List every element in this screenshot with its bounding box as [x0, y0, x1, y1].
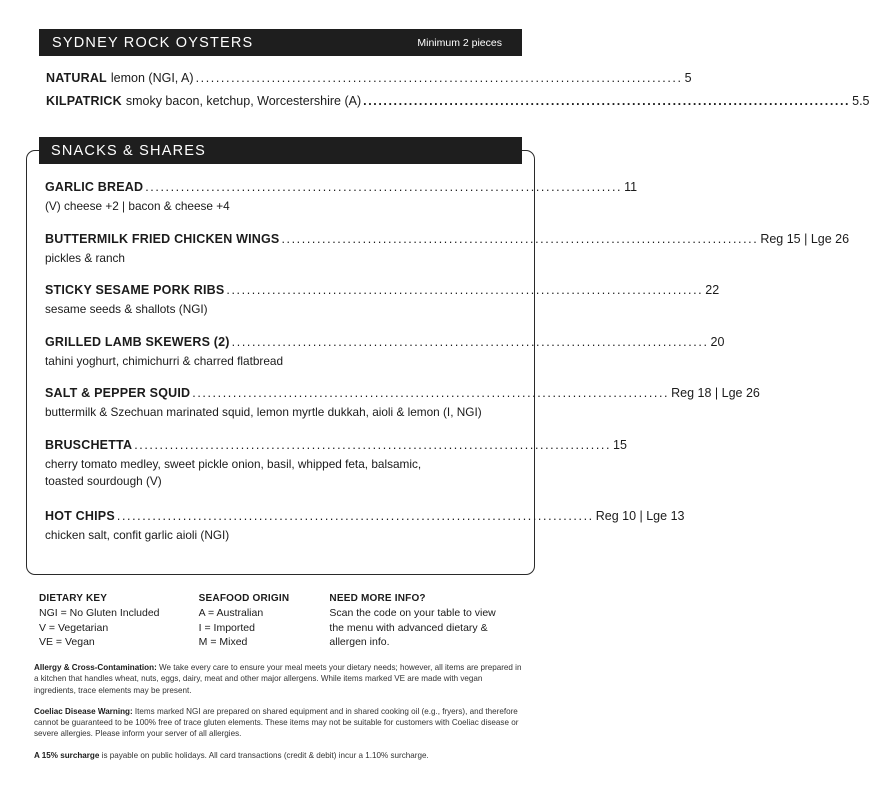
surcharge-text: is payable on public holidays. All card transactions (credit & debit) incur a 1.10% surcharge. — [101, 750, 429, 760]
menu-item-lamb-skewers — [45, 334, 725, 387]
item-description-line-2: toasted sourdough (V) — [45, 474, 162, 488]
more-info-line: allergen info. — [329, 636, 390, 648]
menu-item-natural — [46, 71, 692, 94]
item-description: pickles & ranch — [45, 250, 125, 265]
oysters-title: SYDNEY ROCK OYSTERS — [52, 34, 254, 51]
dot-leader: .............................................................................................. — [281, 231, 759, 246]
item-description: tahini yoghurt, chimichurri & charred flatbread — [45, 353, 284, 368]
surcharge-label: A 15% surcharge — [34, 750, 100, 760]
allergy-note — [34, 662, 524, 696]
dietary-key-heading: DIETARY KEY — [39, 593, 108, 604]
item-name: GARLIC BREAD — [45, 180, 144, 194]
more-info-heading: NEED MORE INFO? — [329, 593, 426, 604]
seafood-origin-key — [199, 593, 330, 650]
surcharge-note — [34, 750, 524, 761]
coeliac-text: Items marked NGI are prepared on shared equipment and in shared cooking oil (e.g., fryers), and therefore cannot be guaranteed to be 100% free of trace gluten elements. These items may not be suitable for customers with Coeliac disease or severe allergies. Please inform your server of all allergies. — [34, 706, 519, 739]
legend-footer — [39, 593, 529, 650]
snacks-header-bar — [39, 137, 522, 164]
dietary-key-item: VE = Vegan — [39, 636, 95, 648]
item-name: GRILLED LAMB SKEWERS (2) — [45, 334, 230, 349]
dietary-key — [39, 593, 199, 650]
menu-item-pork-ribs — [45, 283, 720, 335]
item-name: BRUSCHETTA — [45, 437, 133, 452]
dietary-key-item: V = Vegetarian — [39, 621, 109, 634]
seafood-origin-item: I = Imported — [198, 621, 255, 634]
notes — [34, 662, 524, 761]
item-price: 15 — [613, 437, 627, 452]
item-price: 5.5 — [852, 94, 870, 108]
item-price: 20 — [710, 334, 725, 349]
oysters-list — [46, 71, 870, 117]
item-description: cherry tomato medley, sweet pickle onion, basil, whipped feta, balsamic, — [45, 456, 422, 471]
dot-leader: .............................................................................................. — [231, 334, 709, 349]
snacks-list — [45, 180, 850, 560]
dot-leader: .............................................................................................. — [226, 283, 704, 297]
item-name: HOT CHIPS — [45, 508, 115, 523]
coeliac-note — [34, 706, 524, 740]
dot-leader: ................................................................................................ — [363, 94, 851, 108]
item-price: 11 — [624, 180, 638, 194]
seafood-origin-item: A = Australian — [198, 607, 264, 619]
menu-item-garlic-bread — [45, 180, 638, 232]
allergy-label: Allergy & Cross-Contamination: — [34, 663, 157, 672]
item-name: KILPATRICK — [46, 94, 122, 108]
item-description: sesame seeds & shallots (NGI) — [45, 302, 208, 316]
item-name: BUTTERMILK FRIED CHICKEN WINGS — [45, 231, 280, 246]
item-description: buttermilk & Szechuan marinated squid, lemon myrtle dukkah, aioli & lemon (I, NGI) — [45, 405, 482, 419]
menu-item-chicken-wings — [45, 231, 850, 284]
menu-item-hot-chips — [45, 508, 685, 561]
menu-item-squid — [45, 386, 760, 438]
allergy-text: We take every care to ensure your meal meets your dietary needs; however, all items are prepared in a kitchen that handles wheat, nuts, eggs, dairy, meat and other major allergens. While items marked VE are made with vegan ingredients, trace elements may be present. — [34, 663, 522, 695]
seafood-origin-item: M = Mixed — [198, 636, 248, 648]
seafood-origin-heading: SEAFOOD ORIGIN — [198, 593, 290, 604]
item-description: smoky bacon, ketchup, Worcestershire (A) — [125, 94, 362, 108]
item-price: Reg 18 | Lge 26 — [671, 386, 760, 400]
dot-leader: .............................................................................................. — [192, 386, 670, 400]
item-description: (V) cheese +2 | bacon & cheese +4 — [45, 199, 230, 213]
item-price: 22 — [705, 283, 720, 297]
more-info — [329, 593, 529, 650]
item-price: Reg 10 | Lge 13 — [595, 508, 685, 523]
item-name: NATURAL — [46, 71, 107, 85]
more-info-line: Scan the code on your table to view — [329, 607, 496, 619]
menu-item-bruschetta — [45, 437, 627, 509]
menu-item-kilpatrick — [46, 94, 870, 117]
dietary-key-item: NGI = No Gluten Included — [39, 607, 160, 619]
oysters-header-bar — [39, 29, 522, 56]
dot-leader: ................................................................................................ — [195, 71, 683, 85]
item-price: Reg 15 | Lge 26 — [760, 231, 850, 246]
snacks-title: SNACKS & SHARES — [51, 142, 206, 159]
dot-leader: .............................................................................................. — [134, 437, 612, 452]
dot-leader: .............................................................................................. — [145, 180, 623, 194]
more-info-line: the menu with advanced dietary & — [329, 621, 488, 634]
coeliac-label: Coeliac Disease Warning: — [34, 706, 133, 716]
dot-leader: .............................................................................................. — [116, 508, 594, 523]
oysters-subtitle: Minimum 2 pieces — [417, 36, 502, 49]
item-price: 5 — [684, 71, 692, 85]
item-name: STICKY SESAME PORK RIBS — [45, 283, 225, 297]
item-description: chicken salt, confit garlic aioli (NGI) — [45, 527, 230, 542]
item-name: SALT & PEPPER SQUID — [45, 386, 191, 400]
item-description: lemon (NGI, A) — [110, 71, 194, 85]
